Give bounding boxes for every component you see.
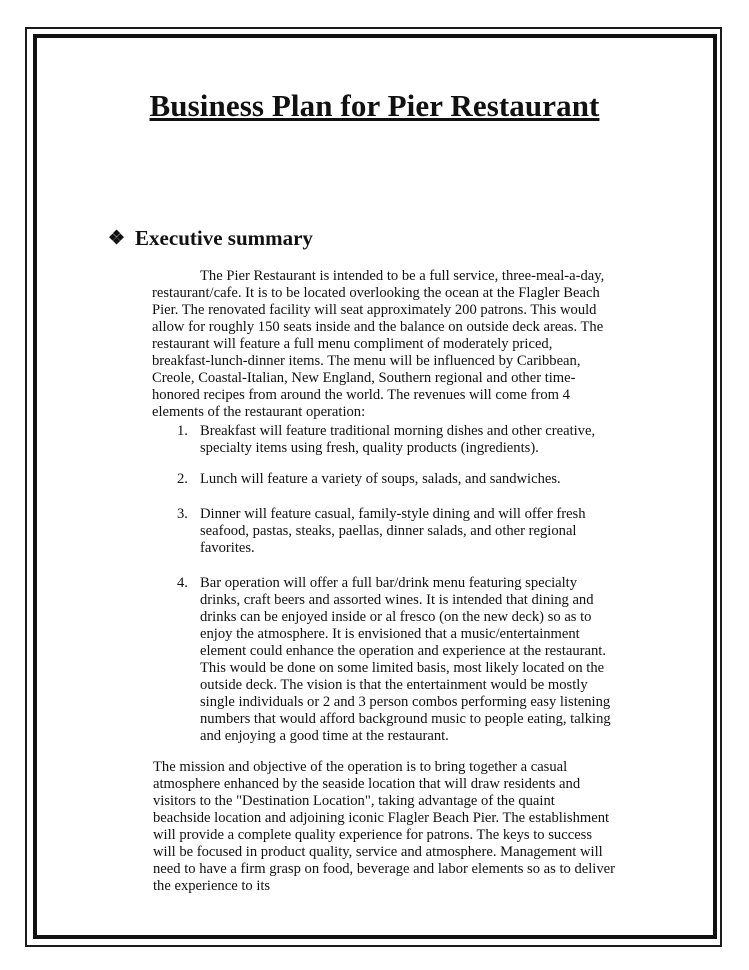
- list-item-text: Breakfast will feature traditional morning dishes and other creative, specialty items using fresh, quality products (ingredients).: [200, 423, 596, 456]
- section-heading-label: Executive summary: [135, 226, 313, 250]
- list-item-text: Bar operation will offer a full bar/drink menu featuring specialty drinks, craft beers and assorted wines. It is intended that dining and drinks can be enjoyed inside or al fresco (on the new deck) so as to enjoy the atmosphere. It is envisioned that a music/entertainment element could enhance the operation and experience at the restaurant. This would be done on some limited basis, most likely located on the outside deck. The vision is that the entertainment would be mostly single individuals or 2 and 3 person combos performing easy listening numbers that would afford background music to people eating, talking and enjoying a good time at the restaurant.: [200, 575, 611, 744]
- list-item-number: 4.: [177, 575, 188, 591]
- list-item-number: 1.: [177, 423, 188, 439]
- mission-paragraph: The mission and objective of the operation is to bring together a casual atmosphere enhanced by the seaside location that will draw residents and visitors to the "Destination Location", taking advantage of the quaint beachside location and adjoining iconic Flagler Beach Pier. The establishment will provide a complete quality experience for patrons. The keys to success will be focused in product quality, service and atmosphere. Management will need to have a firm grasp on food, beverage and labor elements so as to deliver the experience to its: [153, 759, 615, 894]
- document-title: Business Plan for Pier Restaurant: [149, 88, 600, 123]
- section-heading: [108, 226, 313, 251]
- list-item-text: Lunch will feature a variety of soups, salads, and sandwiches.: [200, 471, 561, 487]
- four-diamond-bullet-icon: ❖: [108, 228, 126, 249]
- list-item-number: 2.: [177, 471, 188, 487]
- list-item-text: Dinner will feature casual, family-style dining and will offer fresh seafood, pastas, steaks, paellas, dinner salads, and other regional favorites.: [200, 506, 586, 556]
- intro-paragraph: The Pier Restaurant is intended to be a full service, three-meal-a-day, restaurant/cafe. It is to be located overlooking the ocean at the Flagler Beach Pier. The renovated facility will seat approximately 200 patrons. This would allow for roughly 150 seats inside and the balance on outside deck areas. The restaurant will feature a full menu compliment of moderately priced, breakfast-lunch-dinner items. The menu will be influenced by Caribbean, Creole, Coastal-Italian, New England, Southern regional and other time-honored recipes from around the world. The revenues will come from 4 elements of the restaurant operation:: [152, 268, 605, 420]
- list-item-number: 3.: [177, 506, 188, 522]
